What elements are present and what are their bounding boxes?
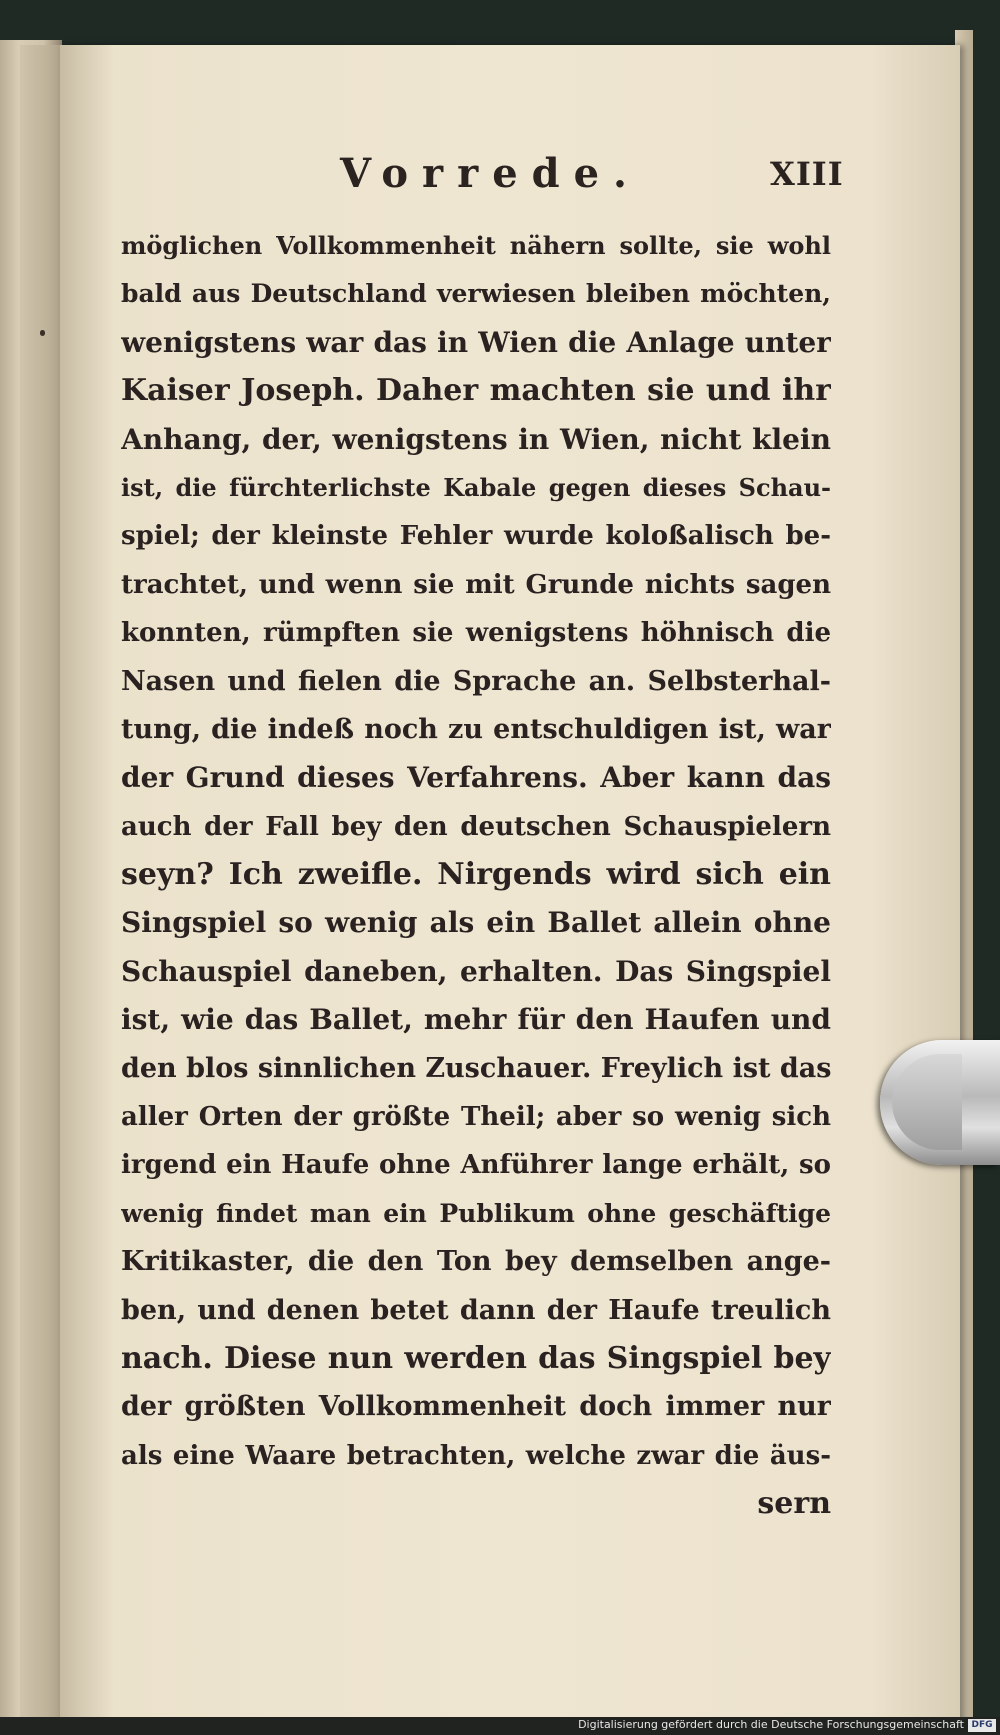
page-number: XIII [770,155,844,193]
text-line: Singspiel so wenig als ein Ballet allein ohne [121,906,831,940]
text-line: trachtet, und wenn sie mit Grunde nichts sagen [121,569,831,600]
text-line: bald aus Deutschland verwiesen bleiben möchten, [121,279,831,309]
text-line: ist, wie das Ballet, mehr für den Haufen und [121,1003,831,1037]
text-line: auch der Fall bey den deutschen Schauspielern [121,811,831,842]
text-line: Schauspiel daneben, erhalten. Das Singspiel [121,954,831,988]
text-line: wenigstens war das in Wien die Anlage unter [121,325,831,359]
text-line: Nasen und fielen die Sprache an. Selbsterhal- [121,665,831,697]
text-line: irgend ein Haufe ohne Anführer lange erhält, so [121,1150,831,1181]
catchword: sern [757,1486,831,1522]
running-head: Vorrede. [340,150,641,197]
text-line: ist, die fürchterlichste Kabale gegen dieses Schau- [121,472,831,502]
digitization-credit: Digitalisierung gefördert durch die Deutsche Forschungsgemeinschaft [578,1718,964,1731]
text-line: seyn? Ich zweifle. Nirgends wird sich ein [121,857,831,893]
text-line: spiel; der kleinste Fehler wurde koloßalisch be- [121,521,831,552]
text-line: nach. Diese nun werden das Singspiel bey [121,1340,831,1376]
ink-smudge [40,330,45,336]
text-line: der größten Vollkommenheit doch immer nur [121,1391,831,1423]
text-line: den blos sinnlichen Zuschauer. Freylich ist das [121,1052,831,1084]
dfg-logo-icon: DFG [968,1719,996,1732]
text-line: Kritikaster, die den Ton bey demselben ange- [121,1246,831,1278]
text-line: möglichen Vollkommenheit nähern sollte, sie wohl [121,231,831,260]
page-clip [880,1040,1000,1165]
text-line: tung, die indeß noch zu entschuldigen ist, war [121,713,831,745]
page-clip-inner [892,1054,962,1150]
text-line: wenig findet man ein Publikum ohne geschäftige [121,1198,831,1228]
text-line: der Grund dieses Verfahrens. Aber kann das [121,761,831,795]
text-line: Anhang, der, wenigstens in Wien, nicht klein [121,422,831,456]
text-line: aller Orten der größte Theil; aber so wenig sich [121,1102,831,1133]
text-line: Kaiser Joseph. Daher machten sie und ihr [121,373,831,409]
body-text [121,222,831,1529]
text-line: konnten, rümpften sie wenigstens höhnisch die [121,618,831,649]
text-line: als eine Waare betrachten, welche zwar die äus- [121,1440,831,1471]
text-line: ben, und denen betet dann der Haufe treulich [121,1294,831,1326]
book-gutter [20,45,65,1725]
